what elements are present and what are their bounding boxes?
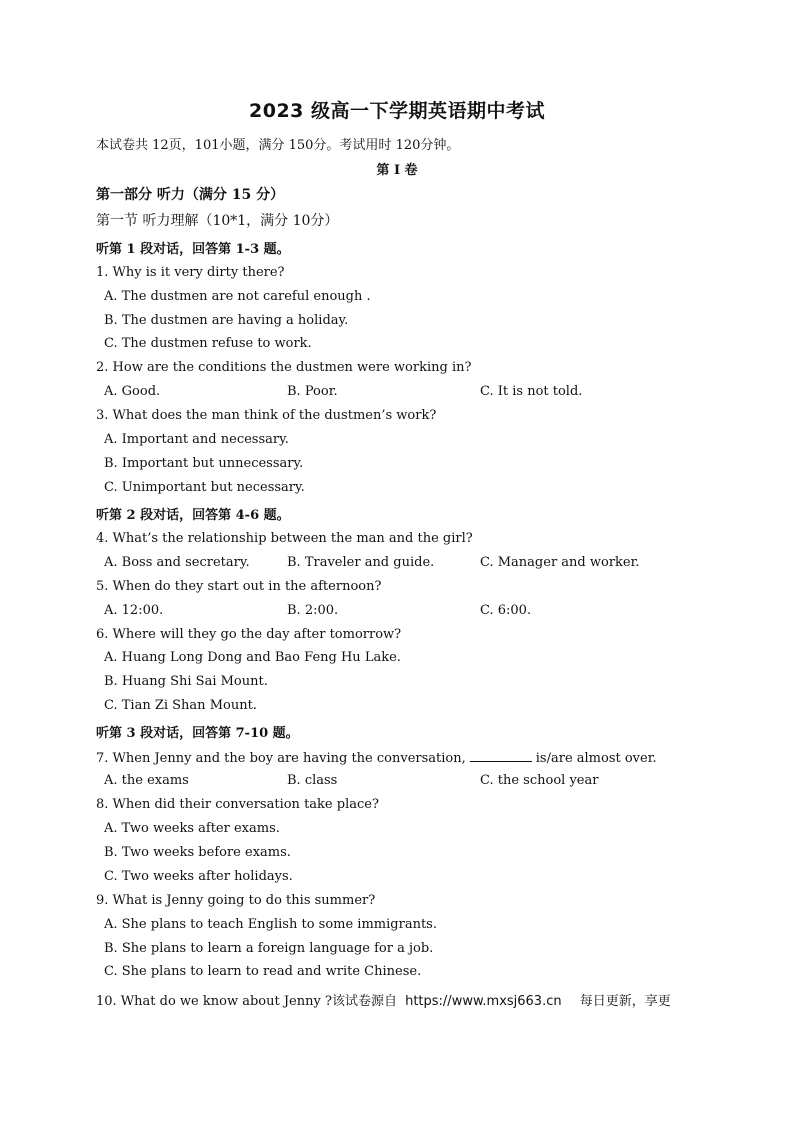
option-a: A. She plans to teach English to some immigrants. — [104, 917, 437, 932]
option-a: A. Two weeks after exams. — [104, 821, 280, 836]
option-c: C. She plans to learn to read and write Chinese. — [104, 964, 422, 979]
question-text-before: 7. When Jenny and the boy are having the conversation, — [96, 751, 466, 766]
question-text: 4. What’s the relationship between the man and the girl? — [96, 531, 473, 546]
option-c: C. Tian Zi Shan Mount. — [104, 698, 257, 713]
option-a: A. 12:00. — [104, 603, 164, 618]
option-b: B. The dustmen are having a holiday. — [104, 313, 349, 328]
option-b: B. Two weeks before exams. — [104, 845, 291, 860]
option-c: C. Two weeks after holidays. — [104, 869, 293, 884]
option-b: B. She plans to learn a foreign language for a job. — [104, 941, 434, 956]
option-a: A. The dustmen are not careful enough . — [104, 289, 371, 304]
question-text: 2. How are the conditions the dustmen were working in? — [96, 360, 472, 375]
option-a: A. the exams — [104, 773, 189, 788]
question-text-after: is/are almost over. — [535, 751, 657, 766]
option-a: A. Boss and secretary. — [104, 555, 250, 570]
part-heading: 第一部分 听力（满分 15 分） — [96, 187, 285, 203]
question-text: 9. What is Jenny going to do this summer? — [96, 893, 376, 908]
group-heading: 听第 2 段对话，回答第 4-6 题。 — [96, 508, 290, 523]
question-text: 8. When did their conversation take place? — [96, 797, 379, 812]
option-b: B. Traveler and guide. — [287, 555, 435, 570]
group-heading: 听第 3 段对话，回答第 7-10 题。 — [96, 726, 299, 741]
question-text — [96, 749, 657, 766]
question-text: 3. What does the man think of the dustmen’s work? — [96, 408, 437, 423]
option-b: B. Huang Shi Sai Mount. — [104, 674, 268, 689]
question-text: 6. Where will they go the day after tomorrow? — [96, 627, 402, 642]
option-b: B. 2:00. — [287, 603, 339, 618]
source-link[interactable]: https://www.mxsj663.cn — [405, 994, 562, 1009]
option-a: A. Huang Long Dong and Bao Feng Hu Lake. — [104, 650, 401, 665]
source-trailer: 每日更新，享更 — [579, 994, 671, 1009]
group-heading: 听第 1 段对话，回答第 1-3 题。 — [96, 242, 290, 257]
option-c: C. It is not told. — [480, 384, 583, 399]
question-text: 5. When do they start out in the afternoon? — [96, 579, 382, 594]
option-c: C. Manager and worker. — [480, 555, 640, 570]
question-text: 1. Why is it very dirty there? — [96, 265, 285, 280]
option-a: A. Important and necessary. — [104, 432, 289, 447]
option-b: B. class — [287, 773, 338, 788]
answer-blank — [470, 749, 532, 762]
option-b: B. Important but unnecessary. — [104, 456, 304, 471]
option-c: C. 6:00. — [480, 603, 532, 618]
option-a: A. Good. — [104, 384, 161, 399]
option-c: C. Unimportant but necessary. — [104, 480, 305, 495]
option-c: C. The dustmen refuse to work. — [104, 336, 312, 351]
section-heading: 第一节 听力理解（10*1，满分 10分） — [96, 213, 339, 229]
exam-title: 2023 级高一下学期英语期中考试 — [249, 100, 545, 122]
question-text — [96, 990, 671, 1009]
question-text-main: 10. What do we know about Jenny ?该试卷源自 — [96, 994, 397, 1009]
option-c: C. the school year — [480, 773, 599, 788]
volume-label: 第 I 卷 — [376, 163, 418, 178]
exam-intro: 本试卷共 12页，101小题，满分 150分。考试用时 120分钟。 — [96, 138, 460, 153]
option-b: B. Poor. — [287, 384, 338, 399]
